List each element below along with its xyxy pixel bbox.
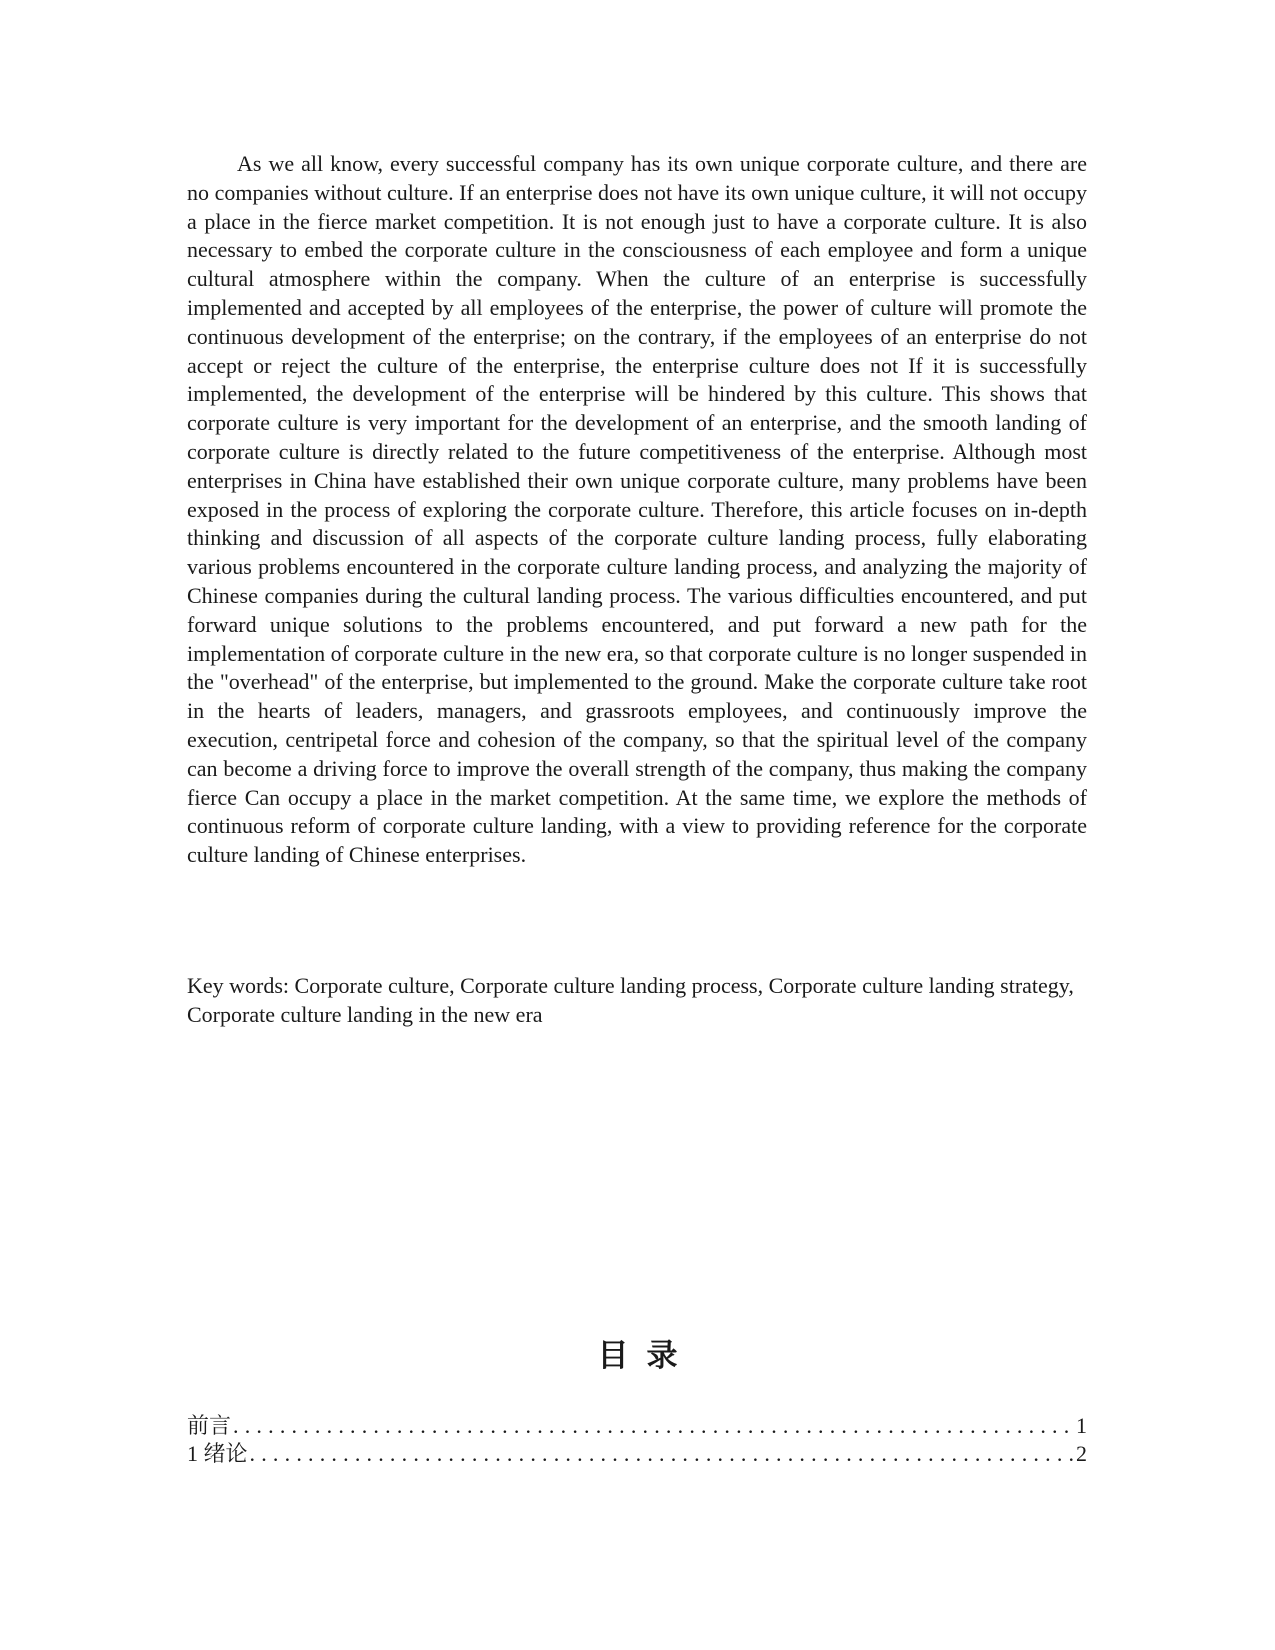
toc-entry-label: 前言 — [187, 1413, 232, 1438]
toc-entry-introduction[interactable] — [187, 1440, 1087, 1468]
toc-title: 目录 — [597, 1338, 696, 1374]
table-of-contents — [187, 1412, 1087, 1468]
toc-entry-label: 1 绪论 — [187, 1441, 248, 1466]
toc-leader-dots — [250, 1440, 1074, 1468]
abstract-body: As we all know, every successful company has its own unique corporate culture, and there are no companies without culture. If an enterprise does not have its own unique culture, it will not occupy a place in the fierce market competition. It is not enough just to have a corporate culture. It is also necessary to embed the corporate culture in the consciousness of each employee and form a unique cultural atmosphere within the company. When the culture of an enterprise is successfully implemented and accepted by all employees of the enterprise, the power of culture will promote the continuous development of the enterprise; on the contrary, if the employees of an enterprise do not accept or reject the culture of the enterprise, the enterprise culture does not If it is successfully implemented, the development of the enterprise will be hindered by this culture. This shows that corporate culture is very important for the development of an enterprise, and the smooth landing of corporate culture is directly related to the future competitiveness of the enterprise. Although most enterprises in China have established their own unique corporate culture, many problems have been exposed in the process of exploring the corporate culture. Therefore, this article focuses on in-depth thinking and discussion of all aspects of the corporate culture landing process, fully elaborating various problems encountered in the corporate culture landing process, and analyzing the majority of Chinese companies during the cultural landing process. The various difficulties encountered, and put forward unique solutions to the problems encountered, and put forward a new path for the implementation of corporate culture in the new era, so that corporate culture is no longer suspended in the "overhead" of the enterprise, but implemented to the ground. Make the corporate culture take root in the hearts of leaders, managers, and grassroots employees, and continuously improve the execution, centripetal force and cohesion of the company, so that the spiritual level of the company can become a driving force to improve the overall strength of the company, thus making the company fierce Can occupy a place in the market competition. At the same time, we explore the methods of continuous reform of corporate culture landing, with a view to providing reference for the corporate culture landing of Chinese enterprises. — [187, 151, 1087, 868]
toc-entry-preface[interactable] — [187, 1412, 1087, 1440]
toc-entry-page: 1 — [1076, 1413, 1087, 1438]
toc-entry-page: 2 — [1076, 1441, 1087, 1466]
toc-leader-dots — [233, 1412, 1074, 1440]
keywords: Key words: Corporate culture, Corporate culture landing process, Corporate culture landing strategy, Corporate culture landing in the new era — [187, 973, 1074, 1027]
